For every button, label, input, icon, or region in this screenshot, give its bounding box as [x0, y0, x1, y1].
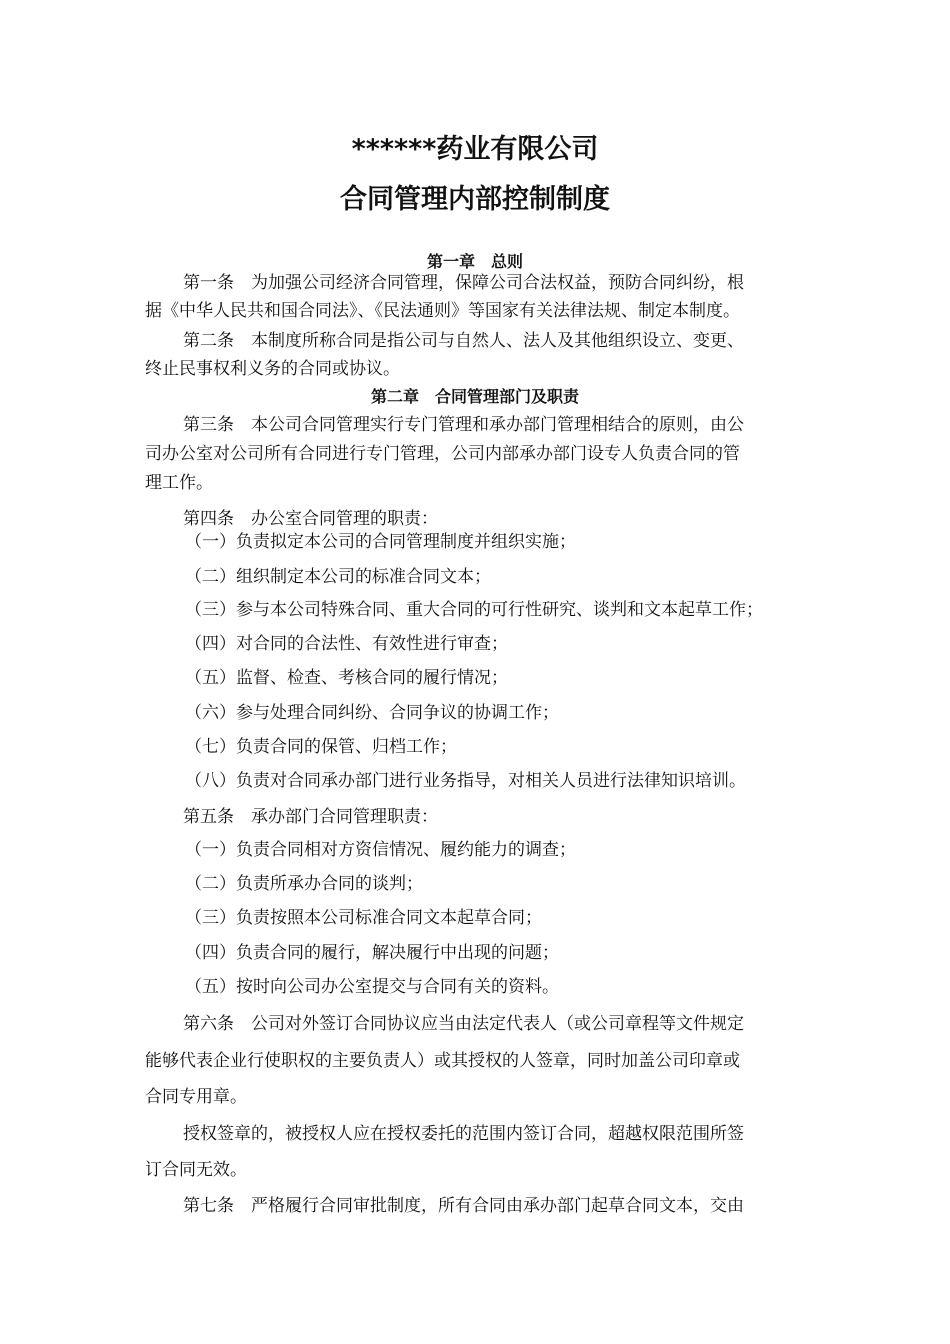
document-title-policy: 合同管理内部控制制度 — [340, 184, 610, 215]
article-7-line: 第七条 严格履行合同审批制度，所有合同由承办部门起草合同文本，交由 — [183, 1196, 744, 1216]
article-1-line: 第一条 为加强公司经济合同管理，保障公司合法权益，预防合同纠纷，根 — [183, 273, 744, 293]
list-item: （二）负责所承办合同的谈判； — [185, 874, 423, 894]
article-6-line: 合同专用章。 — [145, 1087, 247, 1107]
list-item: （二）组织制定本公司的标准合同文本； — [185, 567, 491, 587]
list-item: （七）负责合同的保管、归档工作； — [185, 737, 457, 757]
article-4-heading: 第四条 办公室合同管理的职责： — [183, 509, 438, 529]
list-item: （一）负责拟定本公司的合同管理制度并组织实施； — [185, 532, 576, 552]
article-3-line: 第三条 本公司合同管理实行专门管理和承办部门管理相结合的原则，由公 — [183, 415, 744, 435]
article-3-line: 司办公室对公司所有合同进行专门管理，公司内部承办部门设专人负责合同的管 — [145, 444, 740, 464]
list-item: （六）参与处理合同纠纷、合同争议的协调工作； — [185, 703, 559, 723]
chapter-heading: 第一章 总则 — [426, 252, 523, 271]
article-6-paragraph-line: 授权签章的，被授权人应在授权委托的范围内签订合同，超越权限范围所签 — [183, 1124, 744, 1144]
article-2-line: 终止民事权利义务的合同或协议。 — [145, 359, 400, 379]
list-item: （一）负责合同相对方资信情况、履约能力的调查； — [185, 840, 576, 860]
list-item: （八）负责对合同承办部门进行业务指导，对相关人员进行法律知识培训。 — [185, 771, 746, 791]
list-item: （三）参与本公司特殊合同、重大合同的可行性研究、谈判和文本起草工作； — [185, 600, 763, 620]
list-item: （四）负责合同的履行，解决履行中出现的问题； — [185, 943, 559, 963]
document-title-company: ******药业有限公司 — [351, 134, 599, 165]
article-3-line: 理工作。 — [145, 473, 213, 493]
article-1-line: 据《中华人民共和国合同法》、《民法通则》等国家有关法律法规、制定本制度。 — [145, 301, 740, 321]
list-item: （三）负责按照本公司标准合同文本起草合同； — [185, 908, 542, 928]
list-item: （五）按时向公司办公室提交与合同有关的资料。 — [185, 977, 559, 997]
article-6-paragraph-line: 订合同无效。 — [145, 1160, 247, 1180]
article-2-line: 第二条 本制度所称合同是指公司与自然人、法人及其他组织设立、变更、 — [183, 331, 744, 351]
list-item: （四）对合同的合法性、有效性进行审查； — [185, 634, 508, 654]
chapter-heading: 第二章 合同管理部门及职责 — [370, 387, 579, 406]
article-6-line: 第六条 公司对外签订合同协议应当由法定代表人（或公司章程等文件规定 — [183, 1014, 744, 1034]
article-6-line: 能够代表企业行使职权的主要负责人）或其授权的人签章，同时加盖公司印章或 — [145, 1051, 740, 1071]
list-item: （五）监督、检查、考核合同的履行情况； — [185, 668, 508, 688]
article-5-heading: 第五条 承办部门合同管理职责： — [183, 807, 438, 827]
